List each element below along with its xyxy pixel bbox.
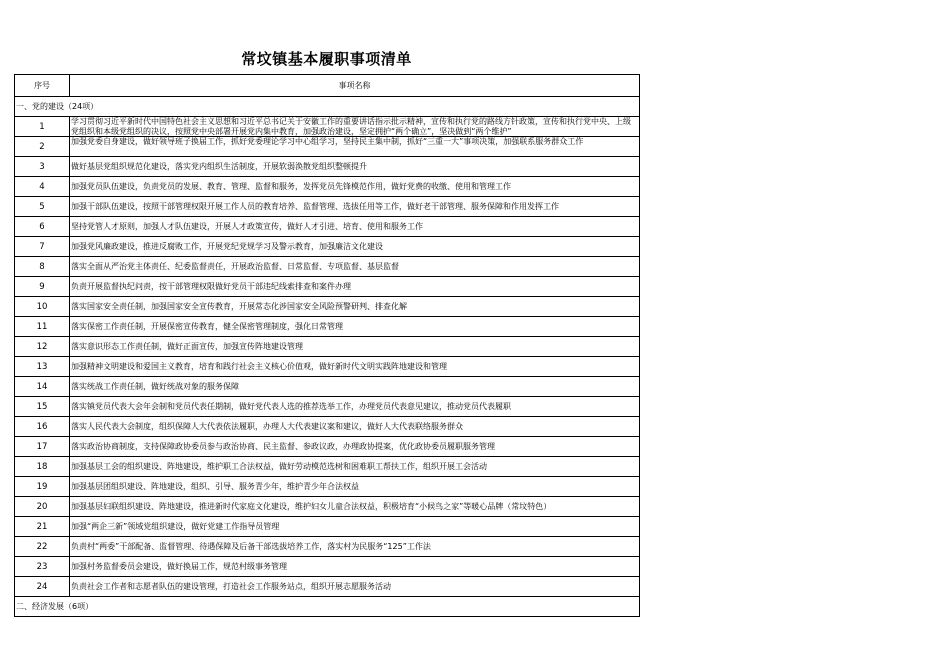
row-text: 落实国家安全责任制，加强国家安全宣传教育，开展常态化涉国家安全风险预警研判、排查化解 xyxy=(70,297,640,317)
row-text: 落实统战工作责任制，做好统战对象的服务保障 xyxy=(70,377,640,397)
row-text: 加强基层工会的组织建设、阵地建设，维护职工合法权益，做好劳动模范选树和困难职工帮扶工作，组织开展工会活动 xyxy=(70,457,640,477)
table-row xyxy=(15,217,640,237)
row-text: 落实镇党员代表大会年会制和党员代表任期制，做好党代表人选的推荐选举工作，办理党员代表意见建议，推动党员代表履职 xyxy=(70,397,640,417)
table-row xyxy=(15,417,640,437)
row-text: 负责开展监督执纪问责，按干部管理权限做好党员干部违纪线索排查和案件办理 xyxy=(70,277,640,297)
row-number: 18 xyxy=(15,457,70,477)
row-number: 7 xyxy=(15,237,70,257)
table-row xyxy=(15,437,640,457)
row-text: 落实政治协商制度，支持保障政协委员参与政治协商、民主监督、参政议政，办理政协提案，优化政协委员履职服务管理 xyxy=(70,437,640,457)
row-text: 加强党风廉政建设，推进反腐败工作，开展党纪党规学习及警示教育，加强廉洁文化建设 xyxy=(70,237,640,257)
row-text: 加强党委自身建设，做好领导班子换届工作，抓好党委理论学习中心组学习，坚持民主集中制，抓好“三重一大”事项决策，加强联系服务群众工作 xyxy=(70,137,640,157)
row-text: 加强“两企三新”领域党组织建设，做好党建工作指导员管理 xyxy=(70,517,640,537)
row-text: 落实意识形态工作责任制，做好正面宣传，加强宣传阵地建设管理 xyxy=(70,337,640,357)
row-text: 落实人民代表大会制度，组织保障人大代表依法履职，办理人大代表建议案和建议，做好人大代表联络服务群众 xyxy=(70,417,640,437)
row-number: 11 xyxy=(15,317,70,337)
row-text: 加强村务监督委员会建设，做好换届工作，规范村级事务管理 xyxy=(70,557,640,577)
table-row xyxy=(15,177,640,197)
row-number: 4 xyxy=(15,177,70,197)
row-number: 16 xyxy=(15,417,70,437)
section-title: 二、经济发展（6项） xyxy=(15,597,640,617)
table-row xyxy=(15,537,640,557)
table-row xyxy=(15,197,640,217)
row-number: 10 xyxy=(15,297,70,317)
row-number: 15 xyxy=(15,397,70,417)
row-number: 19 xyxy=(15,477,70,497)
row-text: 落实全面从严治党主体责任、纪委监督责任，开展政治监督、日常监督、专项监督、基层监督 xyxy=(70,257,640,277)
row-text: 加强党员队伍建设，负责党员的发展、教育、管理、监督和服务，发挥党员先锋模范作用，做好党费的收缴、使用和管理工作 xyxy=(70,177,640,197)
table-row xyxy=(15,137,640,157)
row-number: 2 xyxy=(15,137,70,157)
row-number: 1 xyxy=(15,117,70,137)
row-number: 17 xyxy=(15,437,70,457)
row-text: 做好基层党组织规范化建设，落实党内组织生活制度，开展软弱涣散党组织整顿提升 xyxy=(70,157,640,177)
page-title: 常坟镇基本履职事项清单 xyxy=(241,50,412,68)
table-row xyxy=(15,517,640,537)
row-number: 22 xyxy=(15,537,70,557)
row-number: 8 xyxy=(15,257,70,277)
duty-list-table xyxy=(14,74,640,617)
row-number: 24 xyxy=(15,577,70,597)
row-number: 9 xyxy=(15,277,70,297)
table-row xyxy=(15,117,640,137)
table-row xyxy=(15,477,640,497)
row-number: 12 xyxy=(15,337,70,357)
table-row xyxy=(15,257,640,277)
row-text: 负责村“两委”干部配备、监督管理、待遇保障及后备干部选拔培养工作，落实村为民服务“125”工作法 xyxy=(70,537,640,557)
row-number: 6 xyxy=(15,217,70,237)
section-row-economic-development xyxy=(15,597,640,617)
table-row xyxy=(15,457,640,477)
table-row xyxy=(15,337,640,357)
row-number: 5 xyxy=(15,197,70,217)
table-row xyxy=(15,357,640,377)
row-text: 学习贯彻习近平新时代中国特色社会主义思想和习近平总书记关于安徽工作的重要讲话指示批示精神，宣传和执行党的路线方针政策，宣传和执行党中央、上级党组织和本级党组织的决议，按照党中央部署开展党内集中教育，加强政治建设，坚定拥护“两个确立”，坚决做到“两个维护” xyxy=(70,117,640,137)
row-text: 加强干部队伍建设，按照干部管理权限开展工作人员的教育培养、监督管理、选拔任用等工作，做好老干部管理、服务保障和作用发挥工作 xyxy=(70,197,640,217)
table-row xyxy=(15,157,640,177)
row-text: 加强精神文明建设和爱国主义教育，培育和践行社会主义核心价值观，做好新时代文明实践阵地建设和管理 xyxy=(70,357,640,377)
header-item-name: 事项名称 xyxy=(70,75,640,97)
row-text: 坚持党管人才原则，加强人才队伍建设，开展人才政策宣传，做好人才引进、培育、使用和服务工作 xyxy=(70,217,640,237)
table-row xyxy=(15,577,640,597)
table-row xyxy=(15,277,640,297)
table-row xyxy=(15,237,640,257)
row-text: 落实保密工作责任制，开展保密宣传教育，健全保密管理制度，强化日常管理 xyxy=(70,317,640,337)
table-row xyxy=(15,557,640,577)
row-text: 负责社会工作者和志愿者队伍的建设管理，打造社会工作服务站点，组织开展志愿服务活动 xyxy=(70,577,640,597)
row-number: 3 xyxy=(15,157,70,177)
table-row xyxy=(15,397,640,417)
row-text: 加强基层妇联组织建设、阵地建设，推进新时代家庭文化建设，维护妇女儿童合法权益，积极培育“小候鸟之家”等暖心品牌（常坟特色） xyxy=(70,497,640,517)
section-row-party-building xyxy=(15,97,640,117)
table-row xyxy=(15,297,640,317)
table-row xyxy=(15,497,640,517)
row-number: 23 xyxy=(15,557,70,577)
row-number: 13 xyxy=(15,357,70,377)
row-number: 14 xyxy=(15,377,70,397)
table-header-row xyxy=(15,75,640,97)
row-number: 20 xyxy=(15,497,70,517)
table-row xyxy=(15,377,640,397)
header-serial-number: 序号 xyxy=(15,75,70,97)
table-row xyxy=(15,317,640,337)
row-text: 加强基层团组织建设、阵地建设，组织、引导、服务青少年，维护青少年合法权益 xyxy=(70,477,640,497)
section-title: 一、党的建设（24项） xyxy=(15,97,640,117)
row-number: 21 xyxy=(15,517,70,537)
